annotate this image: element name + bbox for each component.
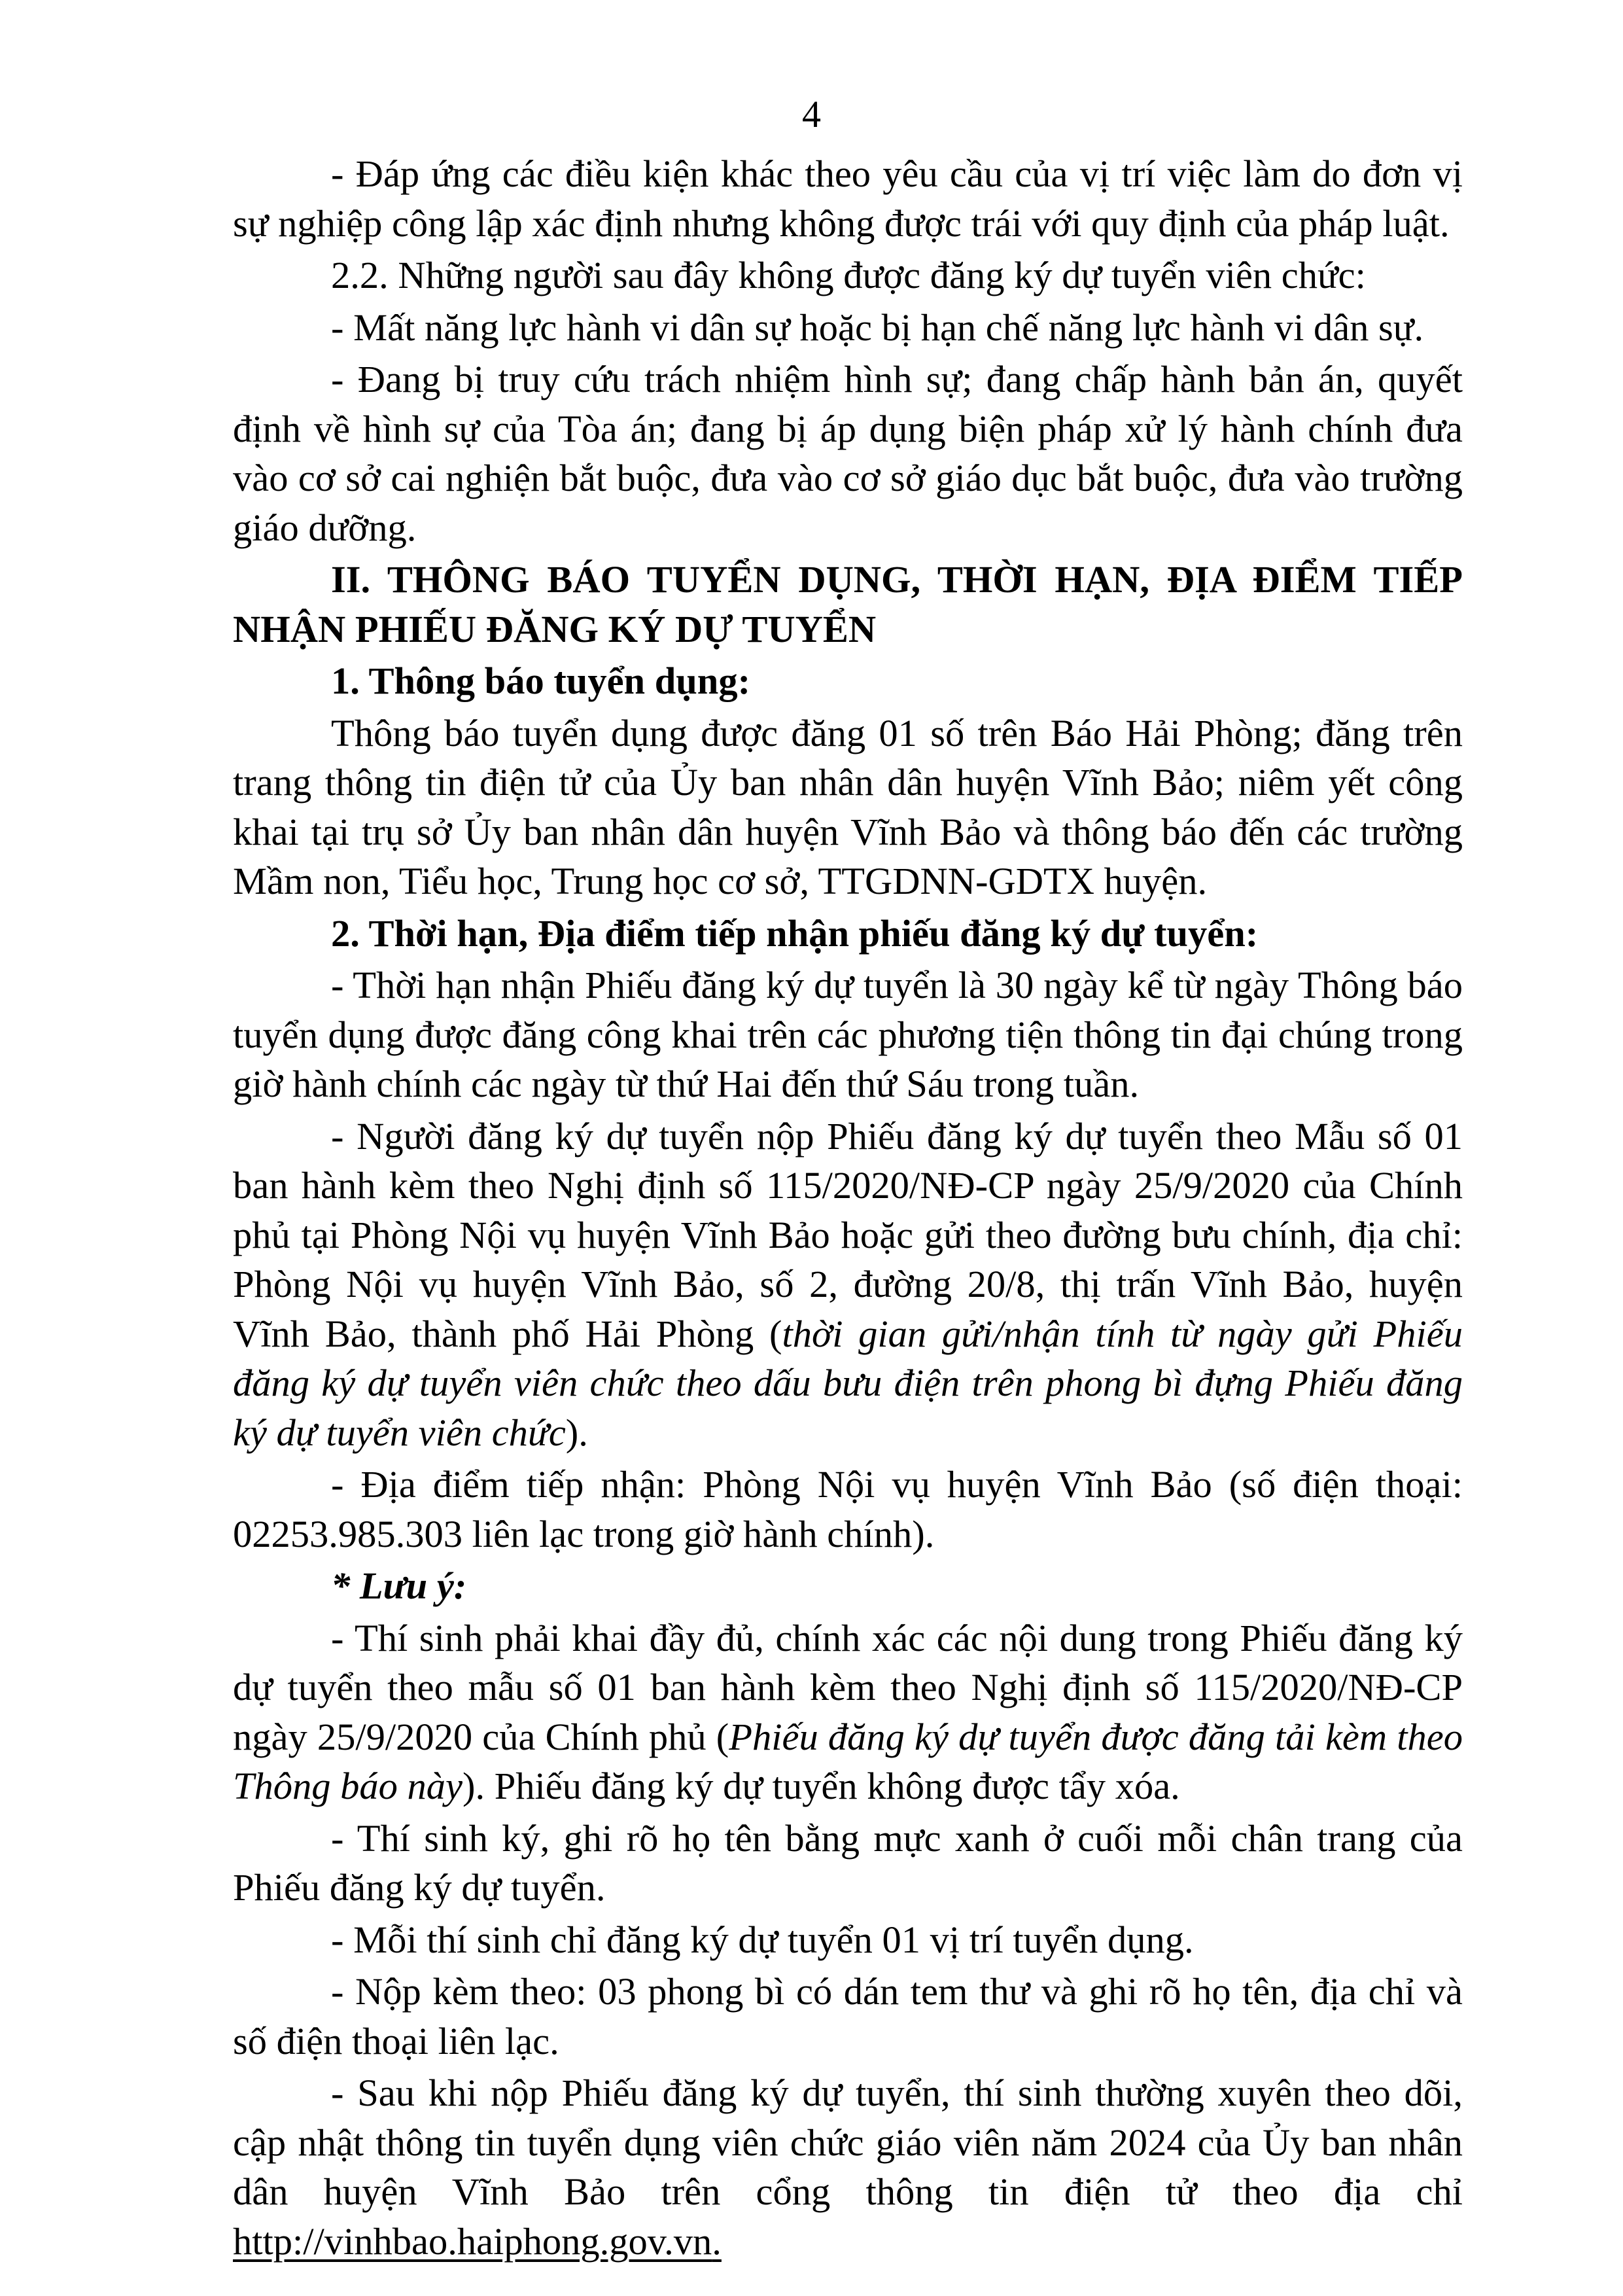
submission-end: ). — [565, 1411, 588, 1454]
website-link[interactable]: http://vinhbao.haiphong.gov.vn — [233, 2219, 712, 2263]
subheading-recruitment-notice: 1. Thông báo tuyển dụng: — [331, 660, 751, 702]
note-heading: * Lưu ý: — [331, 1564, 467, 1607]
submission-note-italic: thời gian gửi/nhận tính từ ngày gửi Phiếu đăng ký dự tuyển viên chức theo dấu bưu điện trên phong bì đựng Phiếu đăng ký dự tuyển viên chức — [233, 1312, 1463, 1454]
note-fill-end: ). Phiếu đăng ký dự tuyển không được tẩy xóa. — [462, 1765, 1180, 1807]
paragraph-note-one-position: - Mỗi thí sinh chỉ đăng ký dự tuyển 01 vị trí tuyển dụng. — [331, 1918, 1194, 1961]
paragraph-civil-capacity: - Mất năng lực hành vi dân sự hoặc bị hạn chế năng lực hành vi dân sự. — [331, 306, 1424, 349]
paragraph-submission — [233, 1112, 1463, 1458]
follow-updates-text: - Sau khi nộp Phiếu đăng ký dự tuyển, thí sinh thường xuyên theo dõi, cập nhật thông tin tuyển dụng viên chức giáo viên năm 2024 của Ủy ban nhân dân huyện Vĩnh Bảo trên cổng thông tin điện tử theo địa chỉ — [233, 2072, 1463, 2213]
paragraph-note-envelopes: - Nộp kèm theo: 03 phong bì có dán tem thư và ghi rõ họ tên, địa chỉ và số điện thoại liên lạc. — [233, 1970, 1463, 2062]
section-heading-announcement: II. THÔNG BÁO TUYỂN DỤNG, THỜI HẠN, ĐỊA ĐIỂM TIẾP NHẬN PHIẾU ĐĂNG KÝ DỰ TUYỂN — [233, 558, 1463, 650]
paragraph-note-fill-form — [233, 1614, 1463, 1811]
paragraph-notice-publication: Thông báo tuyển dụng được đăng 01 số trên Báo Hải Phòng; đăng trên trang thông tin điện tử của Ủy ban nhân dân huyện Vĩnh Bảo; niêm yết công khai tại trụ sở Ủy ban nhân dân huyện Vĩnh Bảo và thông báo đến các trường Mầm non, Tiểu học, Trung học cơ sở, TTGDNN-GDTX huyện. — [233, 711, 1463, 902]
note-fill-italic: Phiếu đăng ký dự tuyển được đăng tải kèm theo Thông báo này — [233, 1715, 1463, 1807]
website-link-period: . — [712, 2219, 722, 2263]
paragraph-ineligible-heading: 2.2. Những người sau đây không được đăng ký dự tuyển viên chức: — [331, 254, 1366, 296]
submission-text: - Người đăng ký dự tuyển nộp Phiếu đăng ký dự tuyển theo Mẫu số 01 ban hành kèm theo Nghị định số 115/2020/NĐ-CP ngày 25/9/2020 của Chính phủ tại Phòng Nội vụ huyện Vĩnh Bảo hoặc gửi theo đường bưu chính, địa chỉ: Phòng Nội vụ huyện Vĩnh Bảo, số 2, đường 20/8, thị trấn Vĩnh Bảo, huyện Vĩnh Bảo, thành phố Hải Phòng ( — [233, 1114, 1463, 1355]
subheading-deadline-location: 2. Thời hạn, Địa điểm tiếp nhận phiếu đăng ký dự tuyển: — [331, 911, 1259, 955]
paragraph-note-sign: - Thí sinh ký, ghi rõ họ tên bằng mực xanh ở cuối mỗi chân trang của Phiếu đăng ký dự tuyển. — [233, 1816, 1463, 1909]
paragraph-other-conditions: - Đáp ứng các điều kiện khác theo yêu cầu của vị trí việc làm do đơn vị sự nghiệp công lập xác định nhưng không được trái với quy định của pháp luật. — [233, 152, 1463, 245]
note-fill-text: - Thí sinh phải khai đầy đủ, chính xác các nội dung trong Phiếu đăng ký dự tuyển theo mẫu số 01 ban hành kèm theo Nghị định số 115/2020/NĐ-CP ngày 25/9/2020 của Chính phủ ( — [233, 1616, 1463, 1758]
paragraph-criminal-liability: - Đang bị truy cứu trách nhiệm hình sự; đang chấp hành bản án, quyết định về hình sự của Tòa án; đang bị áp dụng biện pháp xử lý hành chính đưa vào cơ sở cai nghiện bắt buộc, đưa vào cơ sở giáo dục bắt buộc, đưa vào trường giáo dưỡng. — [233, 358, 1463, 549]
paragraph-receiving-location: - Địa điểm tiếp nhận: Phòng Nội vụ huyện Vĩnh Bảo (số điện thoại: 02253.985.303 liên lạc trong giờ hành chính). — [233, 1463, 1463, 1555]
paragraph-note-follow-updates — [233, 2068, 1463, 2266]
page-number: 4 — [802, 93, 821, 135]
paragraph-deadline: - Thời hạn nhận Phiếu đăng ký dự tuyển là 30 ngày kể từ ngày Thông báo tuyển dụng được đăng công khai trên các phương tiện thông tin đại chúng trong giờ hành chính các ngày từ thứ Hai đến thứ Sáu trong tuần. — [233, 964, 1463, 1105]
document-body — [233, 149, 1463, 2269]
